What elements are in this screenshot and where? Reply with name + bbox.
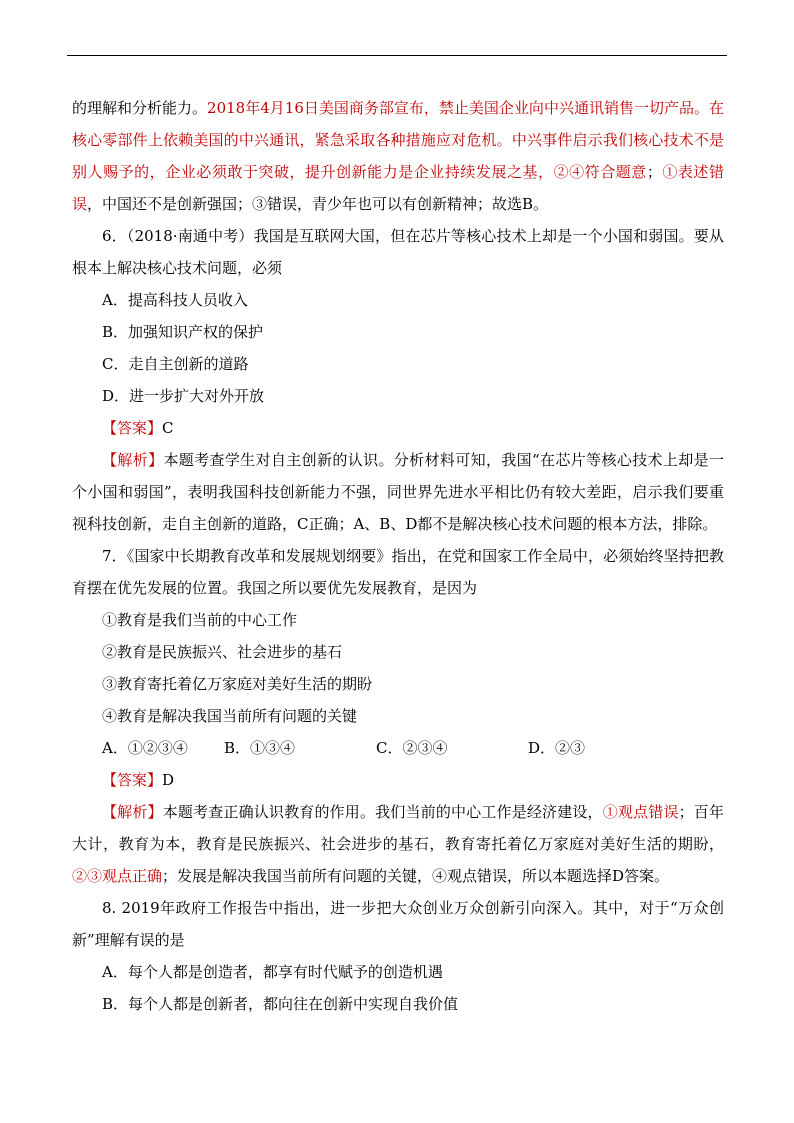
header-rule (67, 55, 727, 56)
q6-option-c: C．走自主创新的道路 (102, 355, 249, 373)
q8-option-a: A．每个人都是创造者，都享有时代赋予的创造机遇 (102, 963, 443, 981)
page-content (72, 92, 724, 1020)
q5-correct-note: ②④符合题意 (553, 163, 647, 181)
q5-analysis-continued (72, 92, 724, 220)
q7-statement-4: ④教育是解决我国当前所有问题的关键 (102, 707, 358, 725)
q8-option-b: B．每个人都是创新者，都向往在创新中实现自我价值 (102, 995, 459, 1013)
q7-answer-value: D (162, 771, 175, 789)
q6-answer-label: 【答案】 (102, 419, 163, 437)
q7-statement-3: ③教育寄托着亿万家庭对美好生活的期盼 (102, 675, 373, 693)
q7-choices (72, 732, 724, 764)
q7-analysis-text-3: ；发展是解决我国当前所有问题的关键，④观点错误，所以本题选择D答案。 (162, 867, 670, 885)
q5-text-3: ，中国还不是创新强国；③错误，青少年也可以有创新精神；故选B。 (87, 195, 549, 213)
q7-analysis-text-1: 本题考查正确认识教育的作用。我们当前的中心工作是经济建设， (162, 803, 603, 821)
q7-choice-d: D．②③ (528, 739, 586, 757)
q7-analysis-label: 【解析】 (102, 803, 163, 821)
q6-option-a: A．提高科技人员收入 (102, 291, 248, 309)
q7-answer-label: 【答案】 (102, 771, 163, 789)
q7-wrong-note: ①观点错误 (602, 803, 679, 821)
q6-analysis-label: 【解析】 (102, 451, 164, 469)
q6-answer (72, 412, 724, 444)
q6-analysis (72, 444, 724, 540)
q5-text-1: 的理解和分析能力。 (72, 99, 208, 117)
q7-choice-b: B．①③④ (224, 739, 296, 757)
q7-statement-1: ①教育是我们当前的中心工作 (102, 611, 298, 629)
q6-option-d: D．进一步扩大对外开放 (102, 387, 265, 405)
q7-statement-2: ②教育是民族振兴、社会进步的基石 (102, 643, 343, 661)
q6-stem: 6．（2018·南通中考）我国是互联网大国，但在芯片等核心技术上却是一个小国和弱国。要从根本上解决核心技术问题，必须 (72, 227, 724, 277)
q7-choice-c: C．②③④ (376, 739, 448, 757)
q7-stem: 7．《国家中长期教育改革和发展规划纲要》指出，在党和国家工作全局中，必须始终坚持把教育摆在优先发展的位置。我国之所以要优先发展教育，是因为 (72, 547, 724, 597)
q7-answer (72, 764, 724, 796)
q7-choice-a: A．①②③④ (102, 739, 188, 757)
q7-correct-note: ②③观点正确 (72, 867, 163, 885)
q5-wrong-note: ①表述错误 (72, 163, 724, 213)
q8-stem: 8. 2019年政府工作报告中指出，进一步把大众创业万众创新引向深入。其中，对于“万众创新”理解有误的是 (72, 899, 724, 949)
q5-sep: ； (646, 163, 662, 181)
q7-analysis (72, 796, 724, 892)
q6-analysis-text: 本题考查学生对自主创新的认识。分析材料可知，我国“在芯片等核心技术上却是一个小国和弱国”，表明我国科技创新能力不强，同世界先进水平相比仍有较大差距，启示我们要重视科技创新，走自主创新的道路，C正确；A、B、D都不是解决核心技术问题的根本方法，排除。 (72, 451, 724, 533)
q6-answer-value: C (162, 419, 174, 437)
q5-text-2: 2018年4月16日美国商务部宣布，禁止美国企业向中兴通讯销售一切产品。在核心零部件上依赖美国的中兴通讯，紧急采取各种措施应对危机。中兴事件启示我们核心技术不是别人赐予的，企业必须敢于突破，提升创新能力是企业持续发展之基， (72, 99, 724, 181)
q6-option-b: B．加强知识产权的保护 (102, 323, 264, 341)
q7-analysis-text-2: ；百年大计，教育为本，教育是民族振兴、社会进步的基石，教育寄托着亿万家庭对美好生活的期盼， (72, 803, 724, 853)
